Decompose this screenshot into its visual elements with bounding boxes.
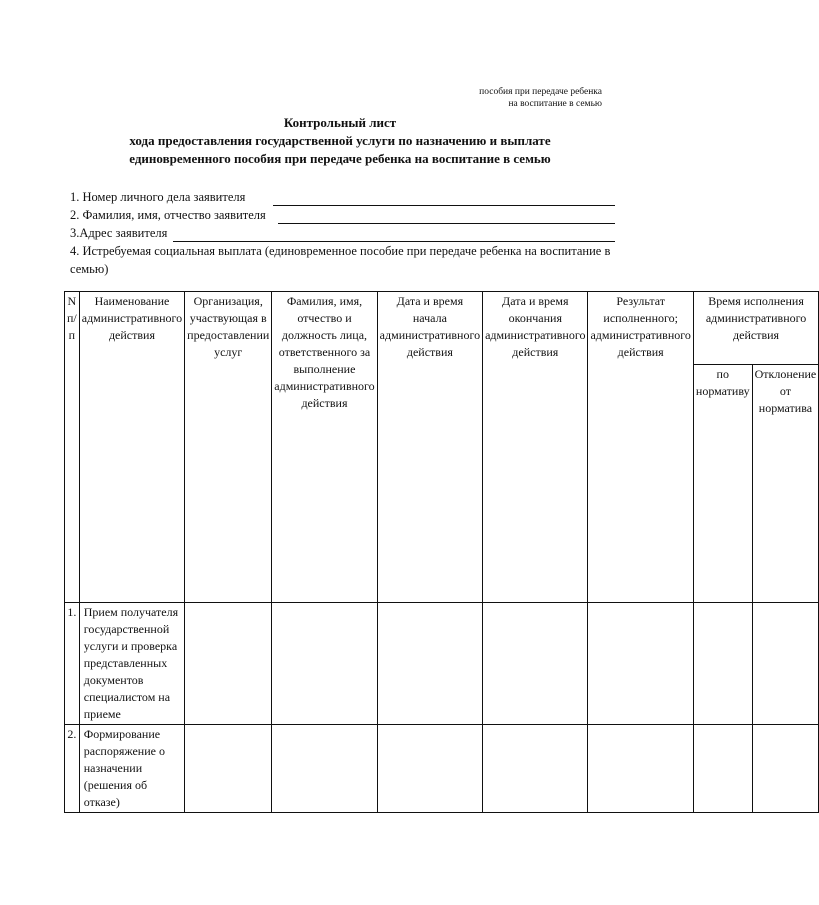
title-line-2: хода предоставления государственной услуги по назначению и выплате <box>129 133 551 148</box>
field-case-number <box>70 188 615 206</box>
row-1-end-cell[interactable] <box>483 603 588 725</box>
title-line-3: единовременного пособия при передаче ребенка на воспитание в семью <box>129 151 551 166</box>
header-time: Время исполнения административного действия <box>693 292 818 365</box>
field-address <box>70 224 615 242</box>
row-2-organization-cell[interactable] <box>185 725 272 813</box>
row-1-action-name: Прием получателя государственной услуги и проверка представленных документов специалистом на приеме <box>79 603 184 725</box>
row-2-action-name: Формирование распоряжение о назначении (решения об отказе) <box>79 725 184 813</box>
document-title <box>60 114 620 168</box>
header-deviation: Отклонение от норматива <box>752 365 819 603</box>
row-2-end-cell[interactable] <box>483 725 588 813</box>
applicant-fields <box>70 188 615 278</box>
table-header-row <box>65 292 819 365</box>
row-2-norm-cell[interactable] <box>693 725 752 813</box>
field-case-number-label: 1. Номер личного дела заявителя <box>70 190 246 204</box>
header-num: N п/п <box>65 292 80 603</box>
row-1-norm-cell[interactable] <box>693 603 752 725</box>
header-norm: по нормативу <box>693 365 752 603</box>
header-result: Результат исполненного; административного действия <box>588 292 693 603</box>
header-line-1: пособия при передаче ребенка <box>479 87 602 97</box>
field-full-name-line[interactable] <box>278 211 615 224</box>
field-case-number-line[interactable] <box>273 193 615 206</box>
field-full-name-label: 2. Фамилия, имя, отчество заявителя <box>70 208 266 222</box>
row-1-result-cell[interactable] <box>588 603 693 725</box>
row-1-start-cell[interactable] <box>377 603 482 725</box>
control-table <box>64 291 819 813</box>
header-organization: Организация, участвующая в предоставлении услуг <box>185 292 272 603</box>
table-row <box>65 603 819 725</box>
header-responsible: Фамилия, имя, отчество и должность лица, ответственного за выполнение административного действия <box>272 292 377 603</box>
row-2-start-cell[interactable] <box>377 725 482 813</box>
row-2-responsible-cell[interactable] <box>272 725 377 813</box>
header-start-date: Дата и время начала административного действия <box>377 292 482 603</box>
row-2-num: 2. <box>65 725 80 813</box>
field-full-name <box>70 206 615 224</box>
title-line-1: Контрольный лист <box>283 115 397 130</box>
row-1-num: 1. <box>65 603 80 725</box>
table-row <box>65 725 819 813</box>
field-benefit: 4. Истребуемая социальная выплата (единовременное пособие при передаче ребенка на воспитание в семью) <box>70 244 611 276</box>
row-2-result-cell[interactable] <box>588 725 693 813</box>
row-1-organization-cell[interactable] <box>185 603 272 725</box>
row-1-responsible-cell[interactable] <box>272 603 377 725</box>
header-end-date: Дата и время окончания административного действия <box>483 292 588 603</box>
field-address-label: 3.Адрес заявителя <box>70 226 168 240</box>
row-1-deviation-cell[interactable] <box>752 603 819 725</box>
document-header-note <box>479 86 602 110</box>
row-2-deviation-cell[interactable] <box>752 725 819 813</box>
header-action-name: Наименование административного действия <box>79 292 184 603</box>
header-line-2: на воспитание в семью <box>508 99 602 109</box>
field-address-line[interactable] <box>173 229 615 242</box>
